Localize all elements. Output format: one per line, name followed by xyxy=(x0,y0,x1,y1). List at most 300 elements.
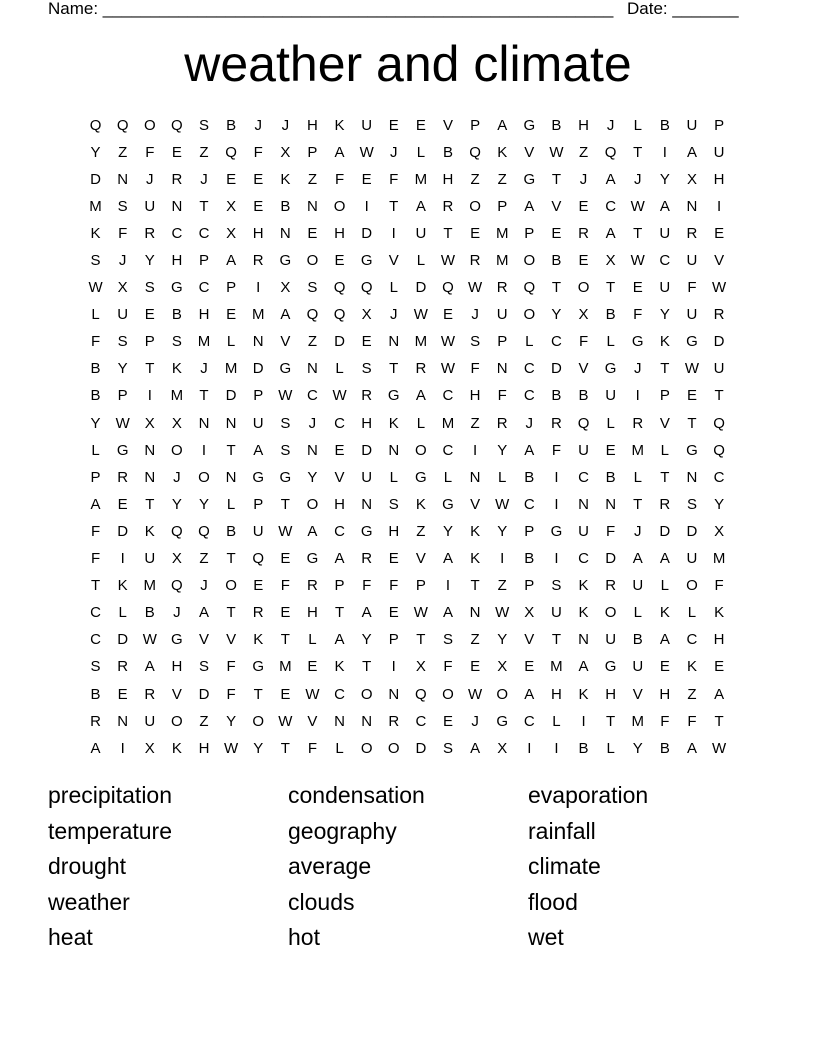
grid-letter: J xyxy=(200,360,208,378)
grid-letter: Q xyxy=(442,279,454,297)
grid-letter: M xyxy=(441,414,455,432)
grid-letter: A xyxy=(198,604,209,622)
grid-letter: Q xyxy=(171,116,183,134)
grid-letter: F xyxy=(470,360,480,378)
grid-letter: K xyxy=(415,495,426,513)
grid-letter: N xyxy=(144,468,156,486)
grid-letter: L xyxy=(226,495,236,513)
grid-letter: N xyxy=(686,197,698,215)
grid-letter: Q xyxy=(333,306,346,324)
grid-letter: C xyxy=(713,468,725,486)
grid-letter: A xyxy=(361,604,372,622)
grid-letter: I xyxy=(527,739,532,757)
grid-letter: E xyxy=(117,495,128,513)
grid-letter: C xyxy=(442,441,454,459)
grid-letter: R xyxy=(605,577,617,595)
grid-letter: D xyxy=(415,279,427,297)
grid-letter: S xyxy=(117,333,128,351)
grid-letter: Y xyxy=(171,495,182,513)
grid-letter: J xyxy=(173,604,181,622)
grid-letter: D xyxy=(415,739,427,757)
grid-letter: J xyxy=(471,306,479,324)
name-field[interactable]: Name: ______________________________________________________ xyxy=(48,0,614,18)
grid-letter: P xyxy=(524,577,535,595)
grid-letter: F xyxy=(226,685,236,703)
grid-letter: Z xyxy=(199,143,209,161)
grid-letter: X xyxy=(144,414,155,432)
grid-letter: F xyxy=(280,577,290,595)
grid-letter: A xyxy=(524,441,535,459)
grid-letter: X xyxy=(280,143,291,161)
grid-letter: A xyxy=(90,495,101,513)
grid-letter: E xyxy=(226,306,237,324)
grid-letter: S xyxy=(686,495,697,513)
grid-letter: H xyxy=(171,658,183,676)
grid-letter: I xyxy=(445,577,451,595)
grid-letter: A xyxy=(605,224,616,242)
grid-letter: E xyxy=(307,224,318,242)
grid-letter: R xyxy=(388,712,400,730)
grid-letter: Y xyxy=(307,468,318,486)
grid-letter: E xyxy=(632,279,643,297)
grid-letter: L xyxy=(335,739,344,757)
grid-row xyxy=(82,708,734,735)
grid-letter: J xyxy=(173,468,181,486)
grid-letter: G xyxy=(116,441,129,459)
grid-letter: N xyxy=(388,685,400,703)
grid-letter: A xyxy=(524,197,535,215)
grid-letter: C xyxy=(578,468,589,486)
grid-letter: G xyxy=(306,550,319,568)
grid-letter: O xyxy=(496,685,509,703)
grid-letter: K xyxy=(714,604,725,622)
grid-letter: O xyxy=(523,252,536,270)
grid-letter: Y xyxy=(632,739,643,757)
word-list-item: climate xyxy=(528,853,601,879)
grid-letter: O xyxy=(198,468,210,486)
grid-letter: U xyxy=(361,468,373,486)
grid-letter: Z xyxy=(578,143,589,161)
grid-letter: L xyxy=(633,468,642,486)
grid-letter: S xyxy=(361,360,372,378)
grid-letter: A xyxy=(415,197,426,215)
grid-letter: S xyxy=(117,197,128,215)
grid-letter: T xyxy=(145,495,155,513)
grid-letter: L xyxy=(335,360,344,378)
grid-letter: U xyxy=(415,224,427,242)
grid-letter: Z xyxy=(497,170,507,188)
grid-letter: A xyxy=(144,658,155,676)
grid-letter: T xyxy=(470,577,480,595)
grid-letter: E xyxy=(551,224,562,242)
grid-letter: B xyxy=(144,604,155,622)
grid-letter: I xyxy=(120,550,125,568)
grid-letter: S xyxy=(280,441,291,459)
grid-letter: U xyxy=(144,712,156,730)
grid-letter: H xyxy=(469,387,481,405)
grid-letter: I xyxy=(554,495,559,513)
grid-letter: A xyxy=(442,604,453,622)
grid-letter: Q xyxy=(171,577,183,595)
grid-letter: G xyxy=(279,468,292,486)
grid-letter: W xyxy=(88,279,103,297)
grid-letter: V xyxy=(524,631,535,649)
grid-letter: H xyxy=(198,306,210,324)
grid-letter: L xyxy=(389,279,398,297)
grid-letter: O xyxy=(387,739,400,757)
grid-letter: G xyxy=(279,360,292,378)
grid-letter: J xyxy=(118,252,127,270)
grid-letter: V xyxy=(578,360,589,378)
grid-letter: S xyxy=(551,577,562,595)
grid-letter: S xyxy=(470,333,481,351)
grid-letter: R xyxy=(361,387,373,405)
grid-letter: K xyxy=(117,577,128,595)
grid-letter: A xyxy=(470,739,481,757)
grid-letter: M xyxy=(251,306,265,324)
grid-letter: T xyxy=(389,360,399,378)
grid-letter: B xyxy=(578,387,589,405)
grid-letter: K xyxy=(578,685,589,703)
grid-letter: S xyxy=(442,631,453,649)
grid-letter: B xyxy=(90,387,101,405)
grid-letter: W xyxy=(278,387,293,405)
grid-letter: U xyxy=(632,658,644,676)
grid-letter: Q xyxy=(713,441,725,459)
grid-row xyxy=(82,735,734,762)
grid-letter: P xyxy=(388,631,399,649)
grid-letter: E xyxy=(253,170,264,188)
grid-row xyxy=(82,546,734,573)
grid-letter: V xyxy=(388,252,399,270)
grid-letter: D xyxy=(252,360,264,378)
grid-letter: R xyxy=(415,360,427,378)
grid-letter: L xyxy=(498,468,507,486)
grid-letter: S xyxy=(90,658,101,676)
grid-letter: A xyxy=(578,658,589,676)
grid-letter: R xyxy=(252,604,264,622)
grid-letter: O xyxy=(306,252,319,270)
grid-letter: O xyxy=(225,577,237,595)
word-list-item: condensation xyxy=(288,782,425,808)
grid-letter: V xyxy=(307,712,318,730)
grid-letter: N xyxy=(469,468,481,486)
grid-letter: D xyxy=(198,685,210,703)
grid-letter: T xyxy=(633,143,643,161)
grid-letter: N xyxy=(496,360,508,378)
word-list-item: rainfall xyxy=(528,817,596,844)
word-list-item: wet xyxy=(528,924,564,950)
grid-letter: F xyxy=(90,522,101,540)
grid-letter: P xyxy=(307,143,318,161)
grid-row xyxy=(82,220,734,247)
grid-letter: T xyxy=(226,604,236,622)
grid-letter: T xyxy=(280,495,290,513)
grid-letter: T xyxy=(551,631,561,649)
grid-letter: P xyxy=(253,495,264,513)
grid-letter: F xyxy=(633,306,643,324)
grid-letter: Q xyxy=(333,279,346,297)
grid-letter: W xyxy=(142,631,157,649)
grid-letter: C xyxy=(171,224,183,242)
grid-letter: K xyxy=(659,604,670,622)
grid-letter: Q xyxy=(469,143,481,161)
grid-letter: G xyxy=(604,658,617,676)
grid-letter: U xyxy=(496,306,508,324)
grid-letter: B xyxy=(90,360,101,378)
grid-letter: K xyxy=(334,116,345,134)
grid-letter: L xyxy=(687,604,697,622)
grid-letter: P xyxy=(659,387,670,405)
grid-letter: G xyxy=(415,468,427,486)
grid-letter: K xyxy=(90,224,101,242)
grid-letter: X xyxy=(226,224,237,242)
grid-letter: L xyxy=(118,604,127,622)
grid-letter: F xyxy=(334,170,345,188)
grid-letter: P xyxy=(714,116,725,134)
grid-letter: X xyxy=(144,739,155,757)
grid-letter: D xyxy=(361,224,373,242)
grid-letter: V xyxy=(470,495,481,513)
grid-letter: I xyxy=(391,224,396,242)
grid-letter: R xyxy=(117,468,129,486)
grid-letter: X xyxy=(415,658,426,676)
grid-row xyxy=(82,247,734,274)
grid-letter: I xyxy=(662,143,667,161)
grid-letter: T xyxy=(606,712,616,730)
grid-letter: T xyxy=(199,197,209,215)
grid-letter: K xyxy=(334,658,345,676)
grid-letter: L xyxy=(660,577,670,595)
grid-letter: E xyxy=(714,224,725,242)
grid-letter: C xyxy=(659,252,671,270)
grid-letter: N xyxy=(225,414,237,432)
grid-letter: T xyxy=(551,170,561,188)
grid-letter: B xyxy=(605,468,616,486)
grid-letter: C xyxy=(334,414,345,432)
grid-letter: N xyxy=(198,414,210,432)
grid-letter: H xyxy=(713,170,725,188)
grid-letter: I xyxy=(256,279,261,297)
grid-letter: Y xyxy=(253,739,264,757)
grid-letter: V xyxy=(714,252,725,270)
grid-letter: H xyxy=(361,414,373,432)
grid-letter: M xyxy=(89,197,102,215)
grid-letter: X xyxy=(171,550,182,568)
grid-letter: N xyxy=(171,197,183,215)
grid-letter: K xyxy=(659,333,670,351)
grid-letter: H xyxy=(171,252,183,270)
grid-letter: L xyxy=(525,333,534,351)
grid-letter: I xyxy=(635,387,640,405)
word-list-item: average xyxy=(288,853,372,879)
grid-letter: K xyxy=(171,739,182,757)
grid-letter: H xyxy=(659,685,671,703)
grid-letter: L xyxy=(416,252,426,270)
grid-letter: A xyxy=(659,550,670,568)
grid-letter: Z xyxy=(470,170,480,188)
grid-letter: E xyxy=(361,333,372,351)
grid-letter: Y xyxy=(497,441,508,459)
grid-letter: X xyxy=(361,306,372,324)
grid-letter: L xyxy=(91,306,100,324)
grid-letter: R xyxy=(144,224,156,242)
grid-letter: O xyxy=(306,495,319,513)
grid-letter: W xyxy=(495,604,510,622)
grid-letter: X xyxy=(578,306,589,324)
grid-letter: D xyxy=(361,441,373,459)
grid-letter: X xyxy=(171,414,182,432)
grid-letter: S xyxy=(198,116,209,134)
grid-letter: A xyxy=(415,387,426,405)
grid-letter: S xyxy=(307,279,318,297)
grid-letter: G xyxy=(550,522,563,540)
grid-letter: A xyxy=(686,739,697,757)
grid-letter: P xyxy=(524,224,535,242)
grid-letter: U xyxy=(605,631,617,649)
grid-letter: W xyxy=(495,495,510,513)
grid-letter: N xyxy=(144,441,156,459)
grid-letter: M xyxy=(170,387,184,405)
grid-letter: K xyxy=(578,577,589,595)
grid-letter: P xyxy=(144,333,155,351)
grid-letter: V xyxy=(415,550,426,568)
grid-letter: X xyxy=(497,739,508,757)
grid-letter: S xyxy=(198,658,209,676)
grid-letter: N xyxy=(388,441,400,459)
grid-letter: W xyxy=(278,522,293,540)
grid-letter: N xyxy=(117,170,129,188)
grid-letter: H xyxy=(578,116,589,134)
grid-letter: M xyxy=(550,658,563,676)
grid-letter: L xyxy=(606,414,615,432)
grid-letter: M xyxy=(224,360,238,378)
grid-letter: E xyxy=(714,658,725,676)
grid-letter: T xyxy=(226,550,236,568)
grid-letter: L xyxy=(633,116,642,134)
grid-letter: D xyxy=(686,522,698,540)
grid-row xyxy=(82,139,734,166)
grid-row xyxy=(82,302,734,329)
grid-letter: G xyxy=(523,116,536,134)
grid-letter: T xyxy=(280,631,290,649)
grid-letter: O xyxy=(442,685,454,703)
grid-letter: G xyxy=(252,468,265,486)
grid-letter: T xyxy=(606,279,616,297)
grid-letter: F xyxy=(578,333,589,351)
grid-letter: K xyxy=(253,631,264,649)
grid-letter: U xyxy=(713,360,725,378)
grid-letter: O xyxy=(360,685,373,703)
grid-letter: L xyxy=(308,631,317,649)
grid-letter: Q xyxy=(116,116,129,134)
grid-letter: R xyxy=(442,197,454,215)
grid-letter: T xyxy=(551,279,561,297)
grid-letter: F xyxy=(551,441,561,459)
grid-letter: D xyxy=(334,333,345,351)
grid-letter: G xyxy=(360,252,373,270)
grid-letter: O xyxy=(252,712,265,730)
grid-letter: J xyxy=(633,522,642,540)
grid-letter: C xyxy=(550,333,562,351)
grid-letter: F xyxy=(389,577,399,595)
grid-letter: P xyxy=(470,116,481,134)
grid-letter: F xyxy=(687,712,697,730)
grid-letter: H xyxy=(334,495,345,513)
grid-letter: W xyxy=(224,739,239,757)
grid-letter: F xyxy=(389,170,399,188)
grid-letter: X xyxy=(605,252,616,270)
grid-letter: N xyxy=(388,333,400,351)
word-list xyxy=(48,780,768,960)
grid-letter: O xyxy=(523,306,536,324)
grid-letter: B xyxy=(442,143,453,161)
grid-letter: U xyxy=(578,522,589,540)
grid-letter: W xyxy=(115,414,130,432)
grid-letter: E xyxy=(334,252,345,270)
grid-letter: R xyxy=(496,279,508,297)
grid-letter: L xyxy=(552,712,561,730)
grid-letter: V xyxy=(524,143,535,161)
grid-letter: G xyxy=(604,360,617,378)
grid-letter: R xyxy=(469,252,481,270)
grid-letter: T xyxy=(660,360,670,378)
grid-letter: I xyxy=(554,468,559,486)
grid-letter: C xyxy=(605,197,617,215)
grid-row xyxy=(82,112,734,139)
grid-row xyxy=(82,627,734,654)
grid-letter: H xyxy=(713,631,725,649)
grid-letter: I xyxy=(554,550,559,568)
grid-letter: X xyxy=(686,170,697,188)
grid-letter: B xyxy=(226,116,237,134)
word-list-item: precipitation xyxy=(48,782,173,808)
grid-letter: B xyxy=(171,306,182,324)
grid-letter: X xyxy=(714,522,725,540)
grid-letter: J xyxy=(146,170,154,188)
grid-letter: V xyxy=(226,631,237,649)
grid-letter: Z xyxy=(199,712,209,730)
grid-letter: G xyxy=(279,252,292,270)
grid-letter: H xyxy=(334,224,345,242)
grid-letter: E xyxy=(442,712,453,730)
grid-letter: N xyxy=(334,712,345,730)
grid-letter: F xyxy=(497,387,507,405)
grid-letter: N xyxy=(469,604,481,622)
grid-letter: W xyxy=(684,360,700,378)
grid-letter: F xyxy=(90,333,101,351)
grid-letter: N xyxy=(117,712,129,730)
grid-letter: C xyxy=(198,279,210,297)
date-field[interactable]: Date: _______ xyxy=(627,0,739,18)
grid-letter: G xyxy=(171,279,183,297)
grid-letter: E xyxy=(334,441,345,459)
grid-letter: J xyxy=(390,306,398,324)
grid-letter: B xyxy=(659,739,670,757)
grid-letter: P xyxy=(497,197,508,215)
word-list-item: drought xyxy=(48,853,127,879)
grid-letter: J xyxy=(633,170,642,188)
grid-row xyxy=(82,383,734,410)
grid-row xyxy=(82,491,734,518)
grid-letter: A xyxy=(659,197,670,215)
grid-letter: W xyxy=(413,604,428,622)
grid-letter: Y xyxy=(117,360,128,378)
grid-letter: A xyxy=(605,170,616,188)
grid-letter: A xyxy=(442,550,453,568)
grid-letter: F xyxy=(714,577,724,595)
grid-letter: M xyxy=(712,550,726,568)
